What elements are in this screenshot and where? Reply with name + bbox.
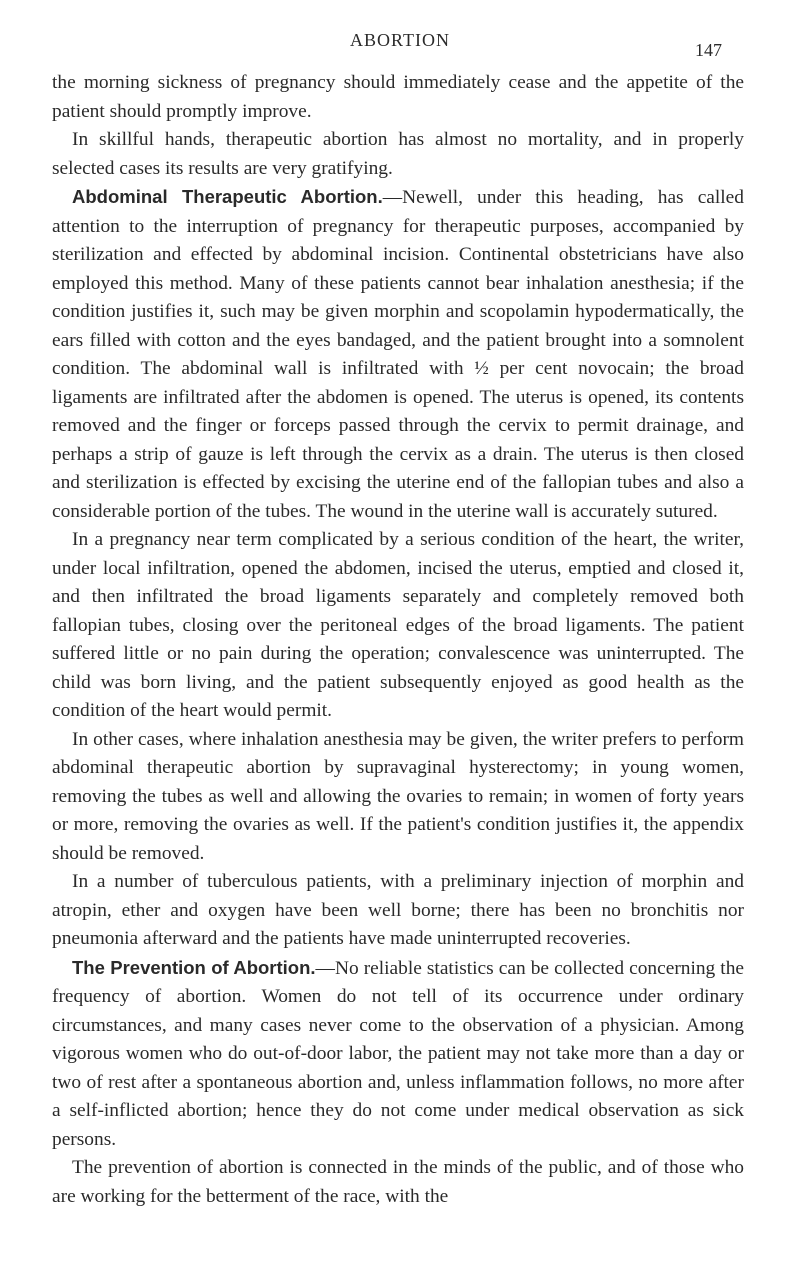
paragraph-text: The prevention of abortion is connected in the minds of the public, and of those who are working for the betterment of the race, with the (52, 1157, 744, 1207)
paragraph (52, 183, 744, 526)
paragraph (52, 726, 744, 869)
paragraph (52, 69, 744, 126)
running-title: ABORTION (350, 30, 450, 50)
paragraph-text: In a number of tuberculous patients, with a preliminary injection of morphin and atropin, ether and oxygen have been well borne; there has been no bronchitis nor pneumonia afterward and the patients have made uninterrupted recoveries. (52, 871, 744, 949)
paragraph-text: the morning sickness of pregnancy should immediately cease and the appetite of the patient should promptly improve. (52, 72, 744, 122)
body-text (52, 69, 744, 1211)
page-number: 147 (695, 40, 722, 60)
paragraph (52, 126, 744, 183)
section-heading: The Prevention of Abortion. (72, 956, 316, 978)
paragraph (52, 1154, 744, 1211)
paragraph-text: In other cases, where inhalation anesthesia may be given, the writer prefers to perform abdominal therapeutic abortion by supravaginal hysterectomy; in young women, removing the tubes as well and allowing the ovaries to remain; in women of forty years or more, removing the ovaries as well. If the patient's condition justifies it, the appendix should be removed. (52, 728, 744, 864)
paragraph-text: —No reliable statistics can be collected concerning the frequency of abortion. Women do not tell of its occurrence under ordinary circumstances, and many cases never come to the observation of a physician. Among vigorous women who do out-of-door labor, the patient may not take more than a day or two of rest after a spontaneous abortion and, unless inflammation follows, no more after a self-inflicted abortion; hence they do not come under medical observation as sick persons. (52, 957, 744, 1150)
paragraph (52, 954, 744, 1155)
paragraph (52, 526, 744, 726)
paragraph-text: In skillful hands, therapeutic abortion has almost no mortality, and in properly selected cases its results are very gratifying. (52, 129, 744, 179)
paragraph-text: In a pregnancy near term complicated by a serious condition of the heart, the writer, under local infiltration, opened the abdomen, incised the uterus, emptied and closed it, and then infiltrated the broad ligaments separately and completely removed both fallopian tubes, closing over the peritoneal edges of the broad ligaments. The patient suffered little or no pain during the operation; convalescence was uninterrupted. The child was born living, and the patient subsequently enjoyed as good health as the condition of the heart would permit. (52, 529, 744, 721)
section-heading: Abdominal Therapeutic Abortion. (72, 186, 383, 207)
paragraph-text: —Newell, under this heading, has called attention to the interruption of pregnancy for therapeutic purposes, accompanied by sterilization and effected by abdominal incision. Continental obstetricians have also employed this method. Many of these patients cannot bear inhalation anesthesia; if the condition justifies it, such may be given morphin and scopolamin hypodermatically, the ears filled with cotton and the eyes bandaged, and the patient brought into a somnolent condition. The abdominal wall is infiltrated with ½ per cent novocain; the broad ligaments are infiltrated after the abdomen is opened. The uterus is opened, its contents removed and the finger or forceps passed through the cervix to permit drainage, and perhaps a strip of gauze is left through the cervix as a drain. The uterus is then closed and sterilization is effected by excising the uterine end of the fallopian tubes and also a considerable portion of the tubes. The wound in the uterine wall is accurately sutured. (52, 187, 744, 522)
paragraph (52, 868, 744, 954)
